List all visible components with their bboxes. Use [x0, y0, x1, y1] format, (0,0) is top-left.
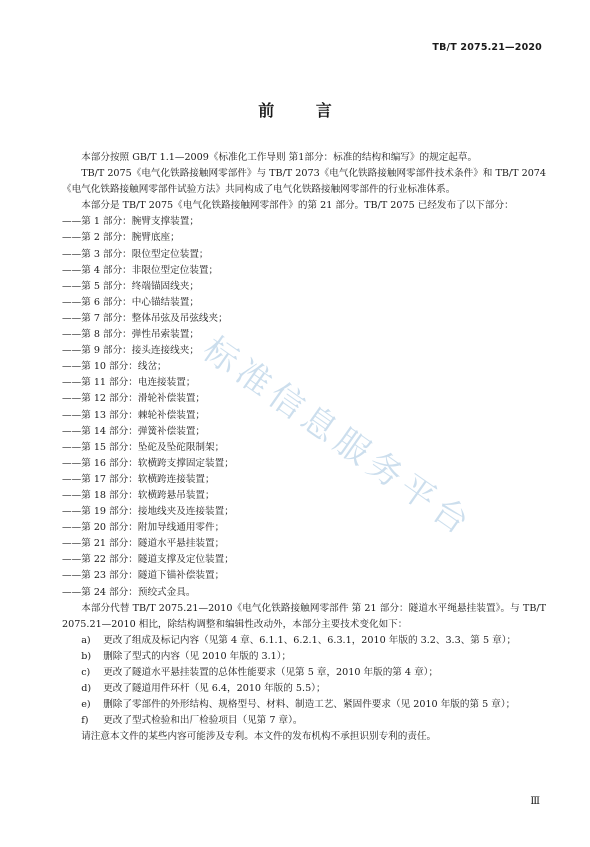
changes-list: [62, 633, 546, 730]
item-text: 更改了隧道用件环杆（见 6.4，2010 年版的 5.5）；: [103, 683, 326, 695]
item-marker: d): [81, 683, 92, 695]
list-item: ——第 9 部分：接头连接线夹；: [62, 345, 199, 357]
foreword-body: [62, 150, 546, 745]
watermark: 标准信息服务平台: [195, 329, 481, 546]
item-marker: a): [81, 634, 91, 646]
item-text: 删除了零部件的外形结构、规格型号、材料、制造工艺、紧固件要求（见 2010 年版的第 5 章）；: [103, 699, 516, 711]
list-item: ——第 19 部分：接地线夹及连接装置；: [62, 506, 234, 518]
intro-paragraph-1: 本部分按照 GB/T 1.1—2009《标准化工作导则 第1部分：标准的结构和编写》的规定起草。: [81, 152, 478, 163]
list-item: ——第 1 部分：腕臂支撑装置；: [62, 216, 199, 228]
list-item: ——第 12 部分：滑轮补偿装置；: [62, 393, 206, 405]
list-item: ——第 2 部分：腕臂底座；: [62, 232, 180, 244]
list-item: ——第 7 部分：整体吊弦及吊弦线夹；: [62, 312, 228, 324]
list-item: ——第 8 部分：弹性吊索装置；: [62, 329, 199, 341]
list-item: ——第 10 部分：线岔；: [62, 361, 167, 373]
item-marker: c): [81, 667, 91, 678]
intro-paragraph-2: TB/T 2075《电气化铁路接触网零部件》与 TB/T 2073《电气化铁路接触网零部件技术条件》和 TB/T 2074《电气化铁路接触网零部件试验方法》共同构成了电气化铁路接触网零部件的行业标准体系。: [62, 168, 546, 196]
item-marker: f): [81, 715, 89, 727]
list-item: ——第 5 部分：终端锚固线夹；: [62, 280, 199, 292]
list-item: ——第 23 部分：隧道下锚补偿装置；: [62, 570, 225, 582]
list-item: ——第 3 部分：限位型定位装置；: [62, 248, 209, 260]
page-number: Ⅲ: [530, 796, 540, 807]
list-item: ——第 24 部分：预绞式金具。: [62, 586, 196, 598]
page-title: 前 言: [258, 101, 350, 120]
list-item: ——第 13 部分：棘轮补偿装置；: [62, 409, 206, 421]
parts-list: [62, 214, 546, 600]
item-text: 更改了型式检验和出厂检验项目（见第 7 章）。: [103, 715, 303, 727]
replacement-paragraph: 本部分代替 TB/T 2075.21—2010《电气化铁路接触网零部件 第 21 部分：隧道水平绳悬挂装置》。与 TB/T 2075.21—2010 相比，除结构调整和编辑性改动外，本部分主要技术变化如下：: [62, 602, 546, 630]
item-text: 更改了隧道水平悬挂装置的总体性能要求（见第 5 章，2010 年版的第 4 章）；: [103, 667, 439, 678]
list-item: ——第 4 部分：非限位型定位装置；: [62, 264, 219, 276]
item-marker: b): [81, 650, 92, 662]
list-item: ——第 21 部分：隧道水平悬挂装置；: [62, 538, 225, 550]
list-item: ——第 6 部分：中心锚结装置；: [62, 296, 199, 308]
list-item: ——第 15 部分：坠砣及坠砣限制架；: [62, 441, 225, 453]
list-item: [62, 697, 546, 713]
item-text: 更改了组成及标记内容（见第 4 章、6.1.1、6.2.1、6.3.1，2010 年版的 3.2、3.3、第 5 章）；: [103, 634, 517, 646]
list-item: ——第 17 部分：软横跨连接装置；: [62, 473, 215, 485]
document-code: TB/T 2075.21—2020: [432, 42, 542, 53]
list-item: [62, 633, 546, 649]
intro-paragraph-3: 本部分是 TB/T 2075《电气化铁路接触网零部件》的第 21 部分。TB/T 2075 已经发布了以下部分：: [81, 200, 514, 212]
list-item: ——第 16 部分：软横跨支撑固定装置；: [62, 457, 234, 469]
list-item: ——第 20 部分：附加导线通用零件；: [62, 522, 225, 534]
list-item: ——第 18 部分：软横跨悬吊装置；: [62, 489, 215, 501]
list-item: [62, 665, 546, 681]
item-marker: e): [81, 699, 91, 711]
list-item: ——第 14 部分：弹簧补偿装置；: [62, 425, 206, 437]
list-item: ——第 11 部分：电连接装置；: [62, 377, 196, 389]
list-item: [62, 649, 546, 665]
item-text: 删除了型式的内容（见 2010 年版的 3.1）；: [103, 650, 292, 662]
list-item: [62, 681, 546, 697]
patent-notice: 请注意本文件的某些内容可能涉及专利。本文件的发布机构不承担识别专利的责任。: [81, 731, 437, 743]
list-item: ——第 22 部分：隧道支撑及定位装置；: [62, 554, 234, 566]
list-item: [62, 713, 546, 729]
